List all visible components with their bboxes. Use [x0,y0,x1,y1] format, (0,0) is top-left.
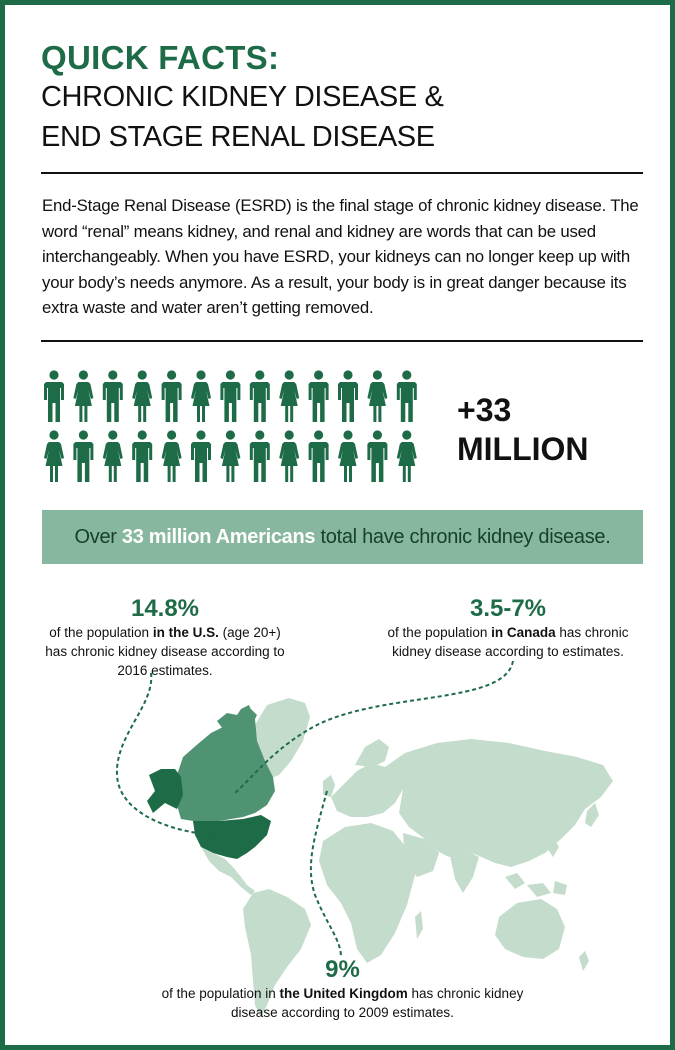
stat-uk-text-bold: the United Kingdom [279,986,408,1001]
stat-us-text-post: (age 20+) has chronic kidney disease according to 2016 estimates. [45,625,285,678]
page-title: QUICK FACTS: [41,39,280,76]
subtitle-line-1: CHRONIC KIDNEY DISEASE & [41,81,444,113]
madagascar-shape [415,911,423,939]
india-shape [449,851,479,893]
male-person-icon [367,430,387,482]
female-person-icon [220,430,240,482]
male-person-icon [103,370,123,422]
alaska-shape [147,769,183,813]
male-person-icon [309,370,329,422]
australia-shape [495,899,565,959]
female-person-icon [397,430,417,482]
big-stat-number: +33 [457,392,512,428]
female-person-icon [44,430,64,482]
big-stat [457,391,589,469]
stat-uk-text-post: has chronic kidney disease according to 2009 estimates. [231,986,524,1020]
banner-highlight: 33 million Americans [121,526,316,548]
female-person-icon [367,370,387,422]
male-person-icon [397,370,417,422]
female-person-icon [162,430,182,482]
uk-shape [323,775,335,797]
male-person-icon [191,430,211,482]
stat-canada-number: 3.5-7% [469,595,547,622]
female-person-icon [132,370,152,422]
male-person-icon [309,430,329,482]
male-person-icon [220,370,240,422]
people-icon-grid [43,370,423,485]
subtitle-line-2: END STAGE RENAL DISEASE [41,121,435,153]
stat-uk [155,956,530,1022]
female-person-icon [191,370,211,422]
stat-us-number: 14.8% [130,595,200,622]
male-person-icon [132,430,152,482]
scandinavia-shape [355,739,389,767]
male-person-icon [250,370,270,422]
female-person-icon [279,370,299,422]
stat-canada-text-bold: in Canada [491,625,556,640]
male-person-icon [162,370,182,422]
female-person-icon [103,430,123,482]
male-person-icon [250,430,270,482]
male-person-icon [73,430,93,482]
summary-banner [42,510,643,564]
banner-prefix: Over [74,526,122,548]
female-person-icon [73,370,93,422]
stat-canada [373,595,643,661]
stat-uk-text-pre: of the population in [161,986,280,1001]
divider-bottom [41,340,643,342]
male-person-icon [44,370,64,422]
stat-uk-number: 9% [325,956,360,983]
stat-us-text-bold: in the U.S. [152,625,219,640]
female-person-icon [338,430,358,482]
banner-suffix: total have chronic kidney disease. [315,526,611,548]
intro-paragraph: End-Stage Renal Disease (ESRD) is the final stage of chronic kidney disease. The word “renal” means kidney, and renal and kidney are words that can be used interchangeably. When you have ESRD, your kidneys can no longer keep up with your body’s needs anymore. As a result, your body is in great danger because its extra waste and water aren’t getting removed. [42,196,639,318]
stat-us-text-pre: of the population [49,625,153,640]
stat-canada-text-pre: of the population [387,625,492,640]
male-person-icon [338,370,358,422]
africa-shape [319,823,415,963]
stat-canada-text-post: has chronic kidney disease according to estimates. [392,625,629,659]
stat-us [45,595,285,680]
new-zealand-shape [579,951,589,971]
big-stat-unit: MILLION [457,431,589,467]
divider-top [41,172,643,174]
female-person-icon [279,430,299,482]
